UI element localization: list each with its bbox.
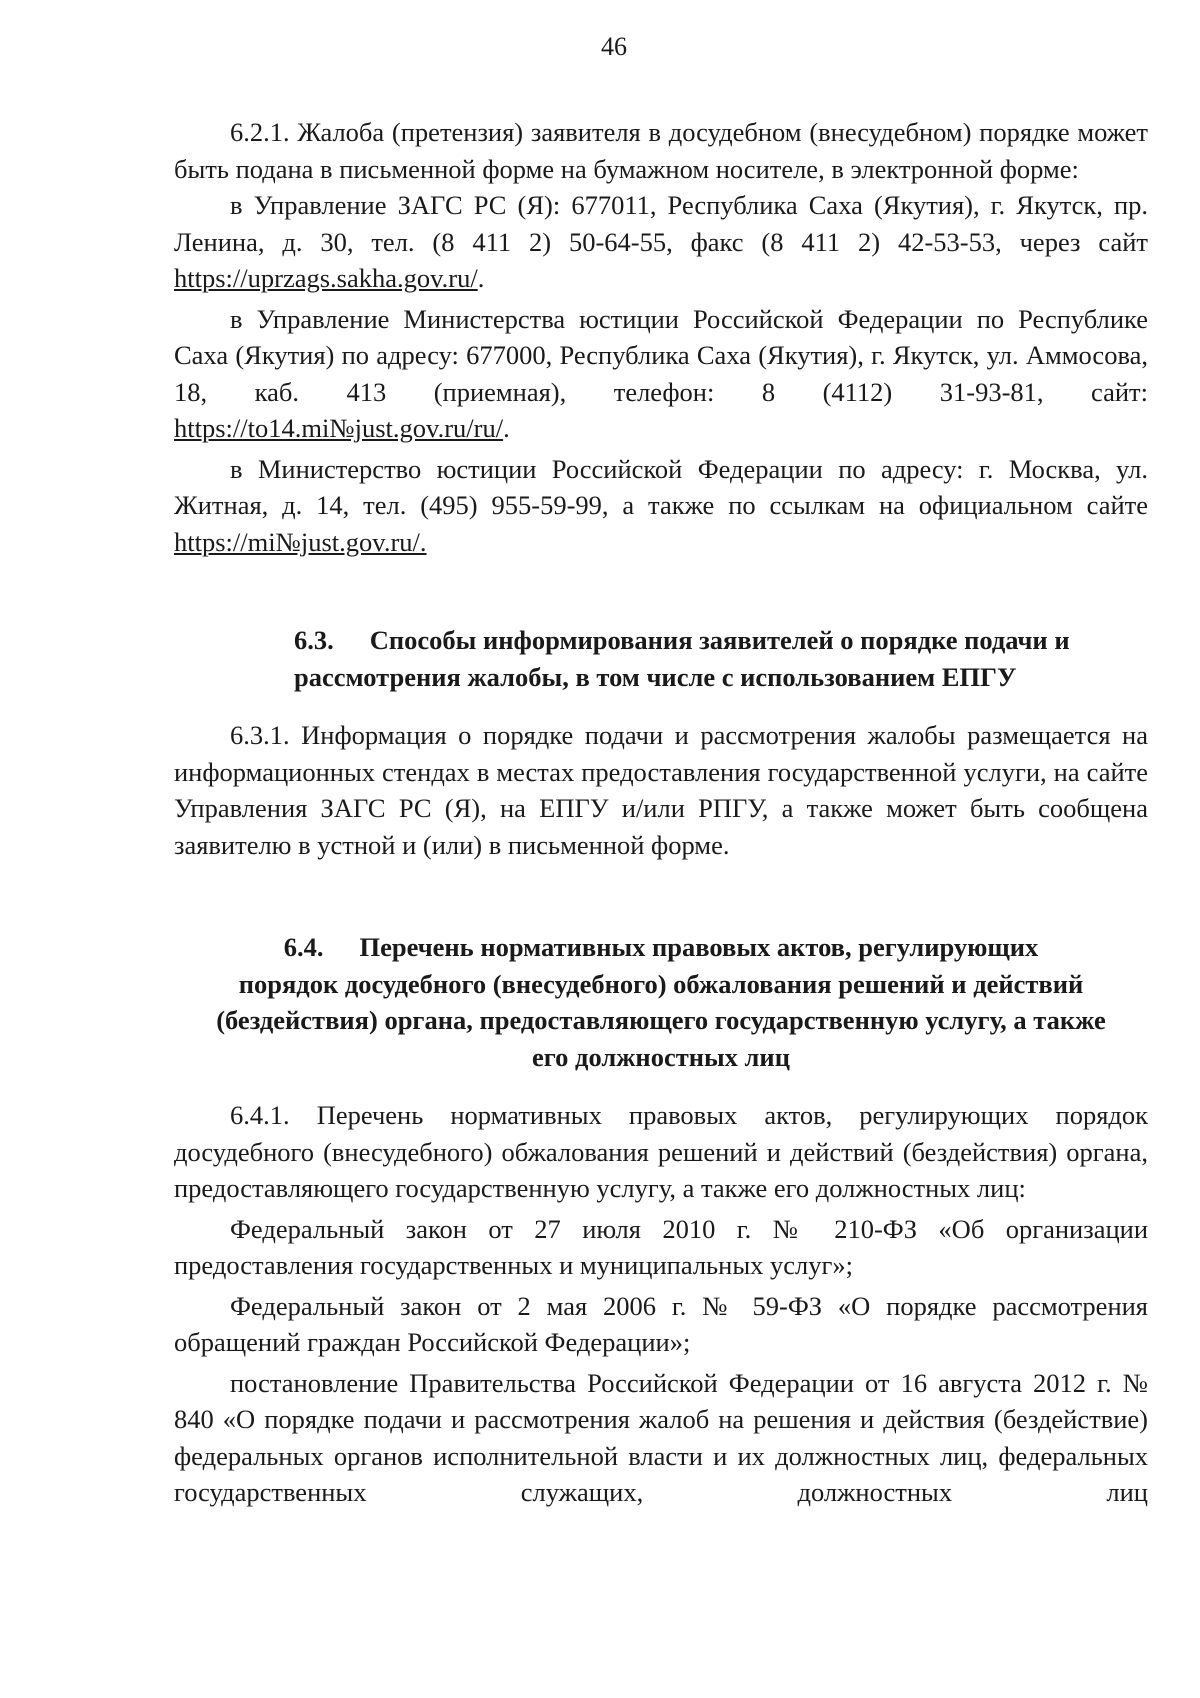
- minjust-rf-address-text: в Министерство юстиции Российской Федерации по адресу: г. Москва, ул. Житная, д. 14, тел. (495) 955-59-99, а также по ссылкам на официальном сайте: [174, 453, 1148, 520]
- heading-6-3-number: 6.3.: [294, 625, 334, 655]
- paragraph-zags-address: [174, 187, 1148, 297]
- heading-6-4-line-3: (бездействия) органа, предоставляющего государственную услугу, а также: [216, 1005, 1106, 1035]
- section-heading-6-4: [174, 929, 1148, 1075]
- heading-6-3-line-1: [294, 622, 1096, 659]
- paragraph-law-59-fz: Федеральный закон от 2 мая 2006 г. № 59-ФЗ «О порядке рассмотрения обращений граждан Российской Федерации»;: [174, 1290, 1148, 1357]
- minjust-rs-address-text: в Управление Министерства юстиции Российской Федерации по Республике Саха (Якутия) по адресу: 677000, Республика Саха (Якутия), г. Якутск, ул. Аммосова, 18, каб. 413 (приемная), телефон: 8 (4112) 31-93-81, сайт:: [174, 303, 1148, 407]
- paragraph-decree-840: постановление Правительства Российской Федерации от 16 августа 2012 г. № 840 «О порядке подачи и рассмотрения жалоб на решения и действия (бездействие) федеральных органов исполнительной власти и их должностных лиц, федеральных государственных служащих, должностных лиц: [174, 1367, 1148, 1507]
- heading-6-4-line-4: его должностных лиц: [532, 1041, 790, 1072]
- document-content: [174, 114, 1148, 1511]
- paragraph-6-3-1: 6.3.1. Информация о порядке подачи и рассмотрения жалобы размещается на информационных стендах в местах предоставления государственной услуги, на сайте Управления ЗАГС РС (Я), на ЕПГУ и/или РПГУ, а также может быть сообщена заявителю в устной и (или) в письменной форме.: [174, 720, 1148, 860]
- paragraph-minjust-rs-address: [174, 301, 1148, 447]
- section-heading-6-3: [174, 622, 1148, 695]
- heading-6-4-text-1: Перечень нормативных правовых актов, регулирующих: [359, 932, 1039, 962]
- heading-6-4-line-1: [174, 929, 1148, 966]
- heading-6-4-number: 6.4.: [283, 932, 324, 962]
- minjust-rf-website-link[interactable]: https://mi№just.gov.ru/.: [174, 526, 427, 557]
- minjust-rs-website-link[interactable]: https://to14.mi№just.gov.ru/ru/: [174, 413, 504, 443]
- minjust-rs-link-tail: .: [503, 413, 510, 443]
- paragraph-6-2-1: 6.2.1. Жалоба (претензия) заявителя в досудебном (внесудебном) порядке может быть подана в письменной форме на бумажном носителе, в электронной форме:: [174, 117, 1148, 184]
- heading-6-3-line-2: рассмотрения жалобы, в том числе с использованием ЕПГУ: [294, 661, 1017, 692]
- page-number: 46: [601, 32, 627, 61]
- paragraph-6-4-1: 6.4.1. Перечень нормативных правовых актов, регулирующих порядок досудебного (внесудебного) обжалования решений и действий (бездействия) органа, предоставляющего государственную услугу, а также его должностных лиц:: [174, 1100, 1148, 1203]
- zags-address-text: в Управление ЗАГС РС (Я): 677011, Республика Саха (Якутия), г. Якутск, пр. Ленина, д. 30, тел. (8 411 2) 50-64-55, факс (8 411 2) 42-53-53, через сайт: [174, 190, 1148, 257]
- heading-6-4-line-2: порядок досудебного (внесудебного) обжалования решений и действий: [238, 968, 1084, 999]
- zags-link-tail: .: [477, 263, 485, 293]
- paragraph-law-210-fz: Федеральный закон от 27 июля 2010 г. № 210-ФЗ «Об организации предоставления государственных и муниципальных услуг»;: [174, 1213, 1148, 1280]
- heading-6-3-text-1: Способы информирования заявителей о порядке подачи и: [369, 625, 1070, 655]
- zags-website-link[interactable]: https://uprzags.sakha.gov.ru/: [174, 263, 478, 293]
- paragraph-minjust-rf-address: [174, 451, 1148, 561]
